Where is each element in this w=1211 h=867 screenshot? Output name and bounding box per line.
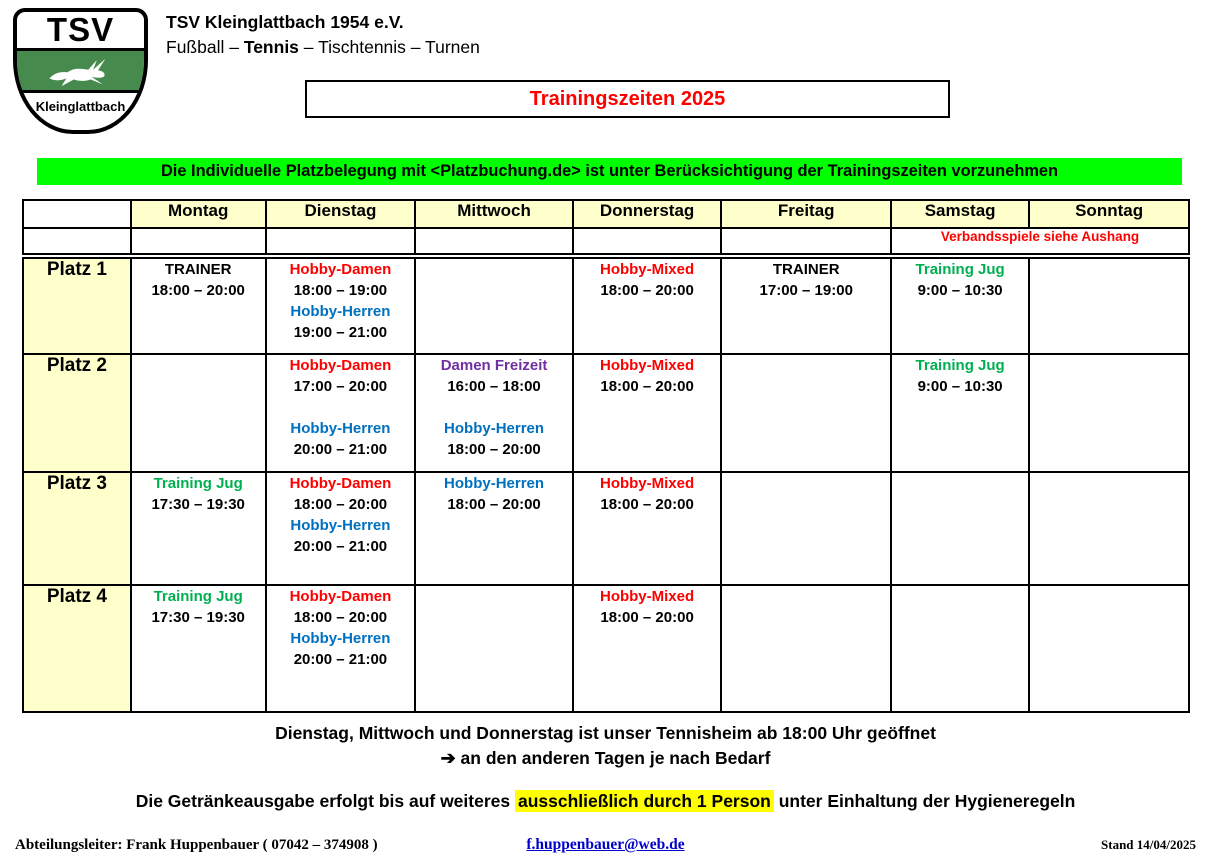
training-time: 18:00 – 20:00 <box>600 609 694 626</box>
schedule-cell <box>721 354 891 472</box>
training-time: 18:00 – 20:00 <box>600 378 694 395</box>
schedule-cell <box>131 354 266 472</box>
training-time: 16:00 – 18:00 <box>447 378 541 395</box>
logo-location-text: Kleinglattbach <box>35 99 126 114</box>
day-header-samstag: Samstag <box>891 200 1029 228</box>
training-time: 9:00 – 10:30 <box>917 378 1003 395</box>
schedule-cell <box>573 585 722 712</box>
club-name: TSV Kleinglattbach 1954 e.V. <box>166 12 404 32</box>
training-time: 20:00 – 21:00 <box>293 441 388 458</box>
training-time: 17:30 – 19:30 <box>151 496 245 513</box>
training-time: 18:00 – 20:00 <box>447 441 541 458</box>
schedule-cell <box>573 258 722 354</box>
training-group: Hobby-Herren <box>290 630 391 647</box>
subheader-row <box>23 228 1189 254</box>
highlighted-text: ausschließlich durch 1 Person <box>515 790 774 812</box>
table-row <box>23 472 1189 585</box>
schedule-cell <box>266 472 416 585</box>
training-time: 18:00 – 20:00 <box>293 609 388 626</box>
training-group: Hobby-Herren <box>290 517 391 534</box>
page-title: Trainingszeiten 2025 <box>529 87 726 110</box>
training-group: Training Jug <box>915 261 1005 278</box>
training-time: 18:00 – 19:00 <box>293 282 388 299</box>
training-group: Hobby-Herren <box>444 420 545 437</box>
right-arrow-icon: ➔ <box>440 748 456 768</box>
training-time: 18:00 – 20:00 <box>447 496 541 513</box>
training-time: 18:00 – 20:00 <box>600 282 694 299</box>
schedule-cell <box>721 585 891 712</box>
table-row <box>23 354 1189 472</box>
title-box <box>305 80 950 118</box>
training-time: 20:00 – 21:00 <box>293 651 388 668</box>
training-time: 17:30 – 19:30 <box>151 609 245 626</box>
footer-row <box>15 836 1196 854</box>
schedule-cell <box>1029 472 1189 585</box>
schedule-cell <box>721 472 891 585</box>
bedarf-text: an den anderen Tagen je nach Bedarf <box>460 748 771 768</box>
schedule-body-table <box>22 257 1190 713</box>
training-time: 18:00 – 20:00 <box>600 496 694 513</box>
schedule-cell <box>1029 585 1189 712</box>
training-time: 18:00 – 20:00 <box>151 282 245 299</box>
schedule-cell <box>1029 354 1189 472</box>
training-group: Hobby-Herren <box>290 420 391 437</box>
row-label: Platz 1 <box>23 258 131 354</box>
table-row <box>23 258 1189 354</box>
table-row <box>23 585 1189 712</box>
training-time: 17:00 – 20:00 <box>293 378 388 395</box>
training-group: Hobby-Damen <box>289 475 392 492</box>
schedule-cell <box>131 585 266 712</box>
schedule-cell <box>131 258 266 354</box>
row-label: Platz 4 <box>23 585 131 712</box>
row-label: Platz 2 <box>23 354 131 472</box>
logo-green-band <box>17 51 144 93</box>
schedule-body <box>23 258 1189 712</box>
schedule-cell <box>266 585 416 712</box>
training-group: Hobby-Mixed <box>599 475 695 492</box>
day-header-sonntag: Sonntag <box>1029 200 1189 228</box>
schedule-cell <box>415 258 572 354</box>
training-group: Hobby-Herren <box>290 303 391 320</box>
schedule-header-table <box>22 199 1190 255</box>
schedule-cell <box>573 472 722 585</box>
training-group: Hobby-Mixed <box>599 588 695 605</box>
schedule-cell <box>131 472 266 585</box>
schedule-cell <box>266 354 416 472</box>
schedule-cell <box>891 354 1029 472</box>
weekend-note: Verbandsspiele siehe Aushang <box>891 228 1189 254</box>
row-label: Platz 3 <box>23 472 131 585</box>
training-group: Hobby-Damen <box>289 261 392 278</box>
training-group: TRAINER <box>772 261 840 278</box>
schedule-cell <box>415 354 572 472</box>
training-group: Hobby-Damen <box>289 357 392 374</box>
bedarf-note <box>0 748 1211 769</box>
training-time: 19:00 – 21:00 <box>293 324 388 341</box>
schedule-cell <box>266 258 416 354</box>
schedule-cell <box>573 354 722 472</box>
day-header-dienstag: Dienstag <box>266 200 416 228</box>
revision-date: Stand 14/04/2025 <box>1101 837 1197 852</box>
training-time: 17:00 – 19:00 <box>759 282 853 299</box>
schedule-cell <box>721 258 891 354</box>
club-header <box>166 12 480 58</box>
day-header-freitag: Freitag <box>721 200 891 228</box>
schedule-cell <box>415 472 572 585</box>
schedule-cell <box>891 585 1029 712</box>
training-group: Training Jug <box>915 357 1005 374</box>
training-group: Training Jug <box>153 475 243 492</box>
corner-cell <box>23 200 131 228</box>
club-logo <box>13 8 148 134</box>
email-link[interactable]: f.huppenbauer@web.de <box>526 836 685 853</box>
training-time: 20:00 – 21:00 <box>293 538 388 555</box>
schedule-cell <box>891 258 1029 354</box>
club-departments: Fußball – Tennis – Tischtennis – Turnen <box>166 37 480 57</box>
training-group: Training Jug <box>153 588 243 605</box>
schedule-cell <box>891 472 1029 585</box>
training-time: 18:00 – 20:00 <box>293 496 388 513</box>
training-group: Hobby-Mixed <box>599 261 695 278</box>
schedule-cell <box>415 585 572 712</box>
training-group: Hobby-Mixed <box>599 357 695 374</box>
tennisheim-note: Dienstag, Mittwoch und Donnerstag ist unser Tennisheim ab 18:00 Uhr geöffnet <box>275 723 936 743</box>
training-group: Damen Freizeit <box>440 357 548 374</box>
training-group: TRAINER <box>164 261 232 278</box>
day-header-montag: Montag <box>131 200 266 228</box>
training-group: Hobby-Damen <box>289 588 392 605</box>
schedule-cell <box>1029 258 1189 354</box>
hare-icon <box>29 54 133 88</box>
training-group: Hobby-Herren <box>444 475 545 492</box>
logo-tsv-text: TSV <box>17 12 144 51</box>
day-header-mittwoch: Mittwoch <box>415 200 572 228</box>
training-time: 9:00 – 10:30 <box>917 282 1003 299</box>
day-header-donnerstag: Donnerstag <box>573 200 722 228</box>
booking-notice: Die Individuelle Platzbelegung mit <Platzbuchung.de> ist unter Berücksichtigung der Trainingszeiten vorzunehmen <box>37 158 1182 185</box>
department-leader: Abteilungsleiter: Frank Huppenbauer ( 07042 – 374908 ) <box>15 837 378 853</box>
drinks-note: Die Getränkeausgabe erfolgt bis auf weiteres ausschließlich durch 1 Person unter Einhaltung der Hygieneregeln <box>135 791 1076 811</box>
day-header-row <box>23 200 1189 228</box>
